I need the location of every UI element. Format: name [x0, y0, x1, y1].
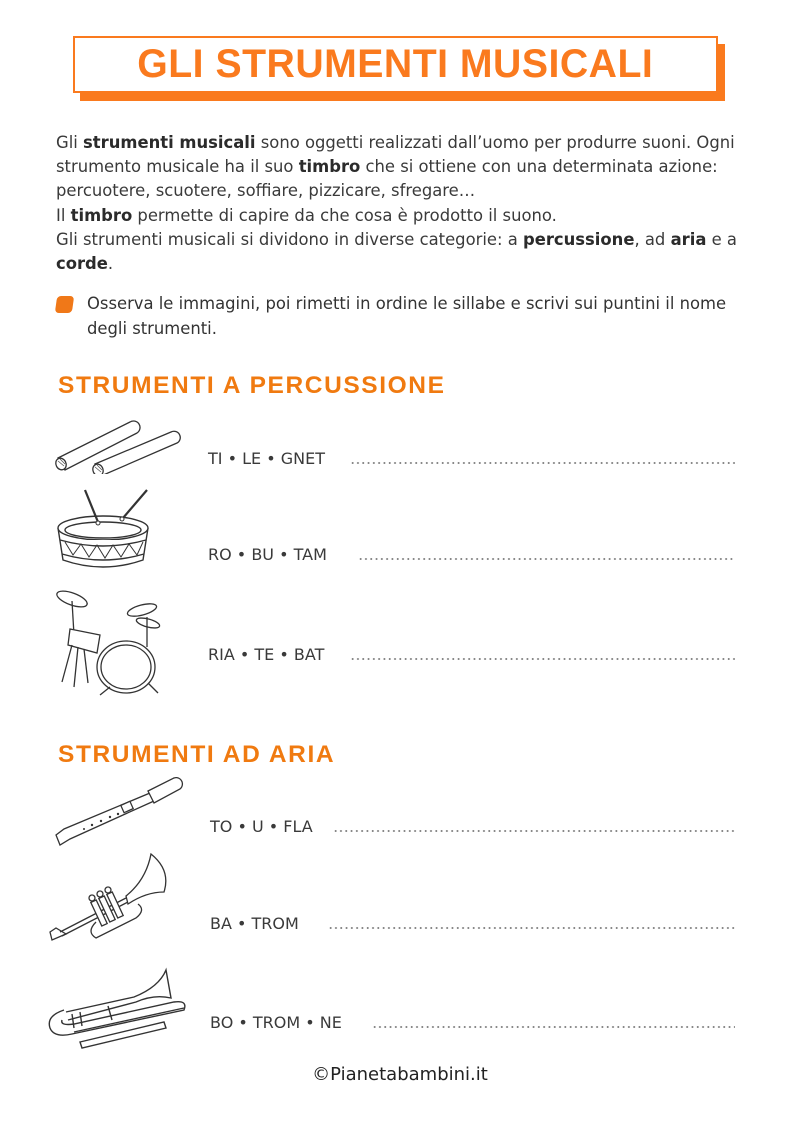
answer-line-recorder[interactable]	[333, 830, 735, 832]
syllables-trumpet: BA • TROM	[210, 914, 299, 933]
title-box	[73, 36, 718, 93]
drum-icon	[55, 488, 155, 570]
section-title-wind: STRUMENTI AD ARIA	[58, 741, 336, 768]
instruction-text: Osserva le immagini, poi rimetti in ordine le sillabe e scrivi sui puntini il nome degli strumenti.	[87, 294, 727, 338]
syllables-trombone: BO • TROM • NE	[210, 1013, 342, 1032]
intro-text: Gli	[56, 133, 84, 152]
instruction	[56, 292, 756, 341]
trombone-icon	[44, 962, 189, 1052]
recorder-flute-icon	[50, 775, 185, 847]
answer-line-drum[interactable]	[358, 558, 735, 560]
intro-bold: strumenti musicali	[83, 133, 256, 152]
answer-line-drum-kit[interactable]	[350, 658, 735, 660]
intro-text: permette di capire da che cosa è prodotto il suono.	[132, 205, 557, 225]
intro-bold: corde	[56, 254, 108, 274]
syllables-drum: RO • BU • TAM	[208, 545, 327, 564]
intro-bold: timbro	[298, 157, 361, 177]
intro-text: Il	[56, 205, 71, 225]
answer-line-trombone[interactable]	[372, 1026, 735, 1028]
syllables-recorder: TO • U • FLA	[210, 817, 313, 836]
copyright-footer: ©Pianetabambini.it	[312, 1064, 488, 1085]
answer-line-claves[interactable]	[350, 462, 735, 464]
intro-text: e a	[706, 229, 737, 249]
title-banner	[73, 36, 718, 93]
trumpet-icon	[46, 850, 181, 945]
claves-icon	[48, 414, 183, 474]
intro-bold: percussione	[522, 229, 635, 249]
syllables-drum-kit: RIA • TE • BAT	[208, 645, 325, 664]
intro-paragraph	[56, 131, 756, 276]
intro-text: , ad	[634, 229, 671, 249]
answer-line-trumpet[interactable]	[328, 927, 735, 929]
page-title: GLI STRUMENTI MUSICALI	[137, 42, 654, 86]
intro-text: .	[107, 254, 114, 274]
intro-text: che si ottiene con una determinata azione: percuotere, scuotere, soffiare, pizzicare, sfregare…	[56, 157, 718, 201]
orange-square-bullet-icon	[55, 296, 74, 313]
intro-text: sono oggetti realizzati dall’uomo per produrre suoni. Ogni strumento musicale ha il suo	[56, 133, 735, 177]
drum-kit-icon	[52, 587, 167, 697]
intro-text: Gli strumenti musicali si dividono in diverse categorie: a	[56, 229, 523, 249]
intro-bold: aria	[670, 229, 707, 249]
section-title-percussion: STRUMENTI A PERCUSSIONE	[58, 372, 446, 399]
syllables-claves: TI • LE • GNET	[208, 449, 325, 468]
intro-bold: timbro	[70, 205, 133, 225]
